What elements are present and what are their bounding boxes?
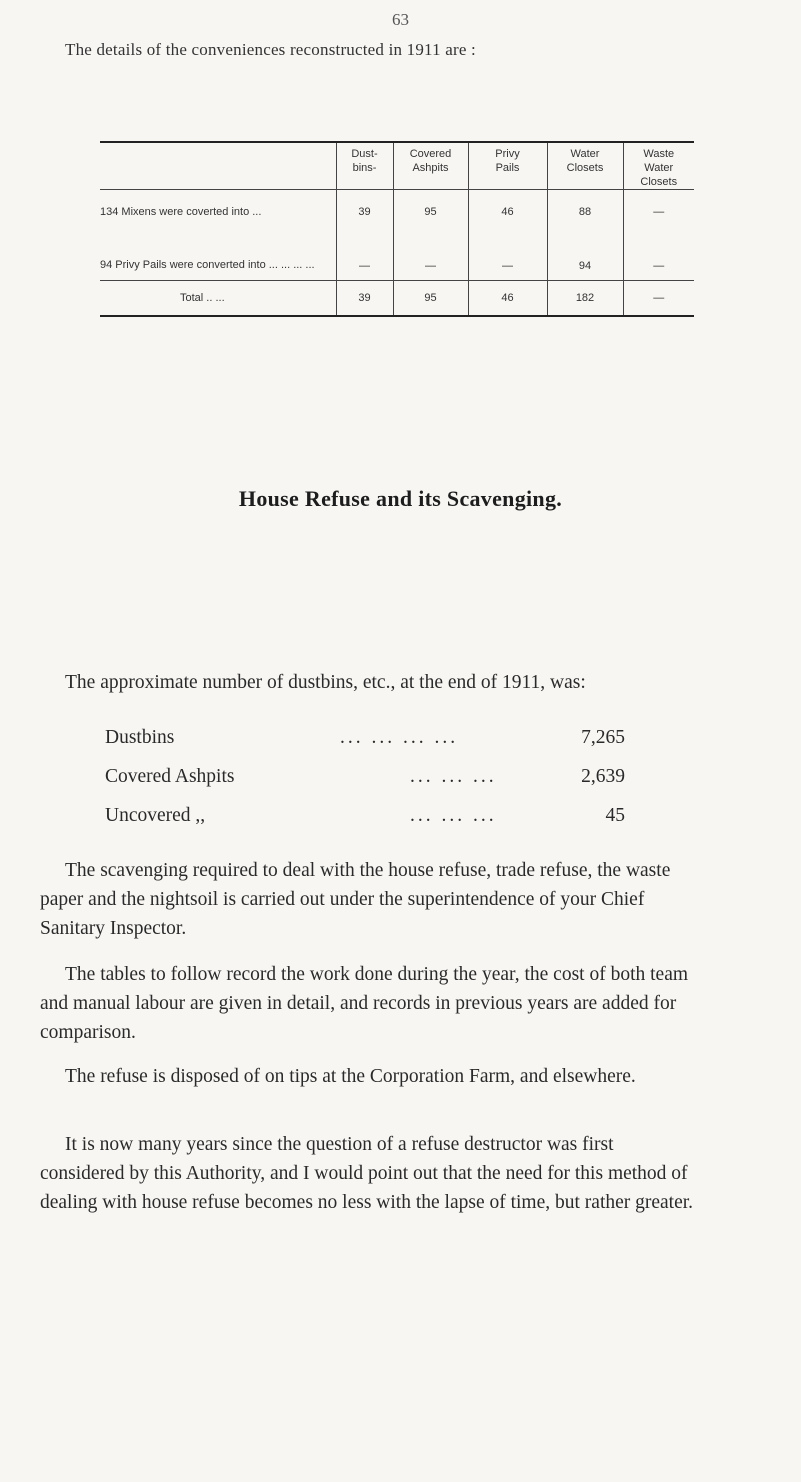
row-label: 94 Privy Pails were converted into ... ... ... ... (100, 259, 315, 271)
paragraph-destructor: It is now many years since the question of a refuse destructor was first considered by this Authority, and I would point out that the need for this method of dealing with house refuse becomes no less with the lapse of time, but rather greater. (40, 1134, 694, 1213)
header-dustbins: Dust- bins- (336, 143, 393, 190)
table-total-row (100, 281, 694, 316)
cell: — (623, 190, 694, 227)
table-intro: The details of the conveniences reconstructed in 1911 are : (65, 40, 476, 59)
section-heading: House Refuse and its Scavenging. (238, 486, 563, 511)
cell: — (468, 226, 547, 281)
stat-dots: ... ... ... (410, 805, 497, 826)
cell: 95 (393, 281, 468, 316)
table-header-row (100, 143, 694, 190)
paragraph-scavenging: The scavenging required to deal with the house refuse, trade refuse, the waste paper and the nightsoil is carried out under the superintendence of your Chief Sanitary Inspector. (40, 860, 671, 939)
header-blank (100, 143, 336, 190)
stat-value: 7,265 (581, 727, 625, 748)
stat-dots: ... ... ... (410, 766, 497, 787)
row-label: Total .. ... (100, 281, 336, 316)
stat-label: Covered Ashpits (105, 766, 235, 787)
cell: 46 (468, 281, 547, 316)
stat-row (105, 727, 625, 756)
conveniences-table (100, 141, 694, 317)
stat-dots: ... ... ... ... (340, 727, 459, 748)
cell: 182 (547, 281, 623, 316)
cell: — (623, 226, 694, 281)
cell: 88 (547, 190, 623, 227)
stat-value: 2,639 (581, 766, 625, 787)
stat-label: Uncovered ,, (105, 805, 206, 826)
cell: — (393, 226, 468, 281)
row-label: 134 Mixens were coverted into ... (100, 206, 262, 218)
cell: 39 (336, 281, 393, 316)
header-covered-ashpits: Covered Ashpits (393, 143, 468, 190)
stat-value: 45 (605, 805, 625, 826)
page-number: 63 (392, 10, 409, 29)
cell: 95 (393, 190, 468, 227)
cell: — (623, 281, 694, 316)
table-row (100, 190, 694, 227)
paragraph-approx-number: The approximate number of dustbins, etc., at the end of 1911, was: (65, 672, 586, 693)
stat-label: Dustbins (105, 727, 175, 748)
cell: — (336, 226, 393, 281)
dustbin-stats (105, 727, 625, 834)
paragraph-tables: The tables to follow record the work done during the year, the cost of both team and manual labour are given in detail, and records in previous years are added for comparison. (40, 964, 689, 1043)
cell: 94 (547, 226, 623, 281)
stat-row (105, 805, 625, 834)
cell: 39 (336, 190, 393, 227)
cell: 46 (468, 190, 547, 227)
header-waste-water-closets: Waste Water Closets (623, 143, 694, 190)
table-row (100, 226, 694, 281)
header-water-closets: Water Closets (547, 143, 623, 190)
stat-row (105, 766, 625, 795)
header-privy-pails: Privy Pails (468, 143, 547, 190)
paragraph-disposal: The refuse is disposed of on tips at the Corporation Farm, and elsewhere. (65, 1066, 636, 1087)
